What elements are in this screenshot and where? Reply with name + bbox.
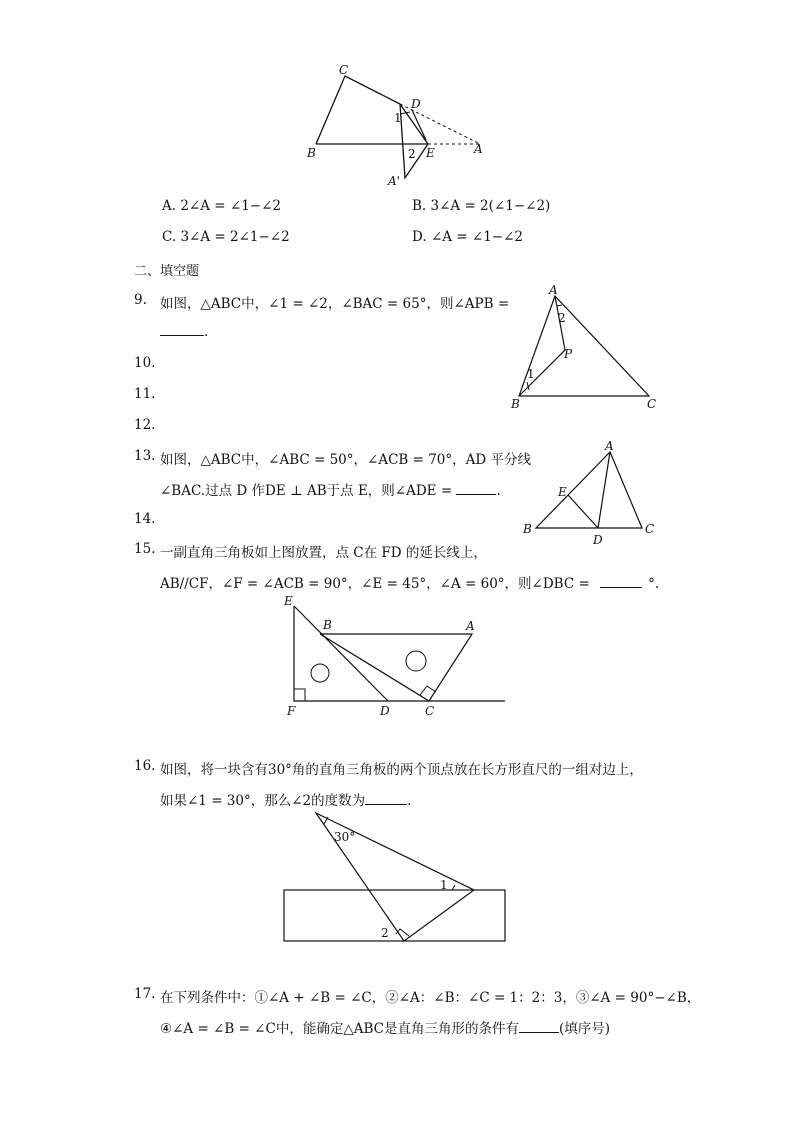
q15-label-C: C: [425, 704, 435, 718]
q15-line1: 一副直角三角板如上图放置，点 C在 FD 的延长线上，: [160, 545, 487, 561]
q15-label-E: E: [284, 594, 293, 608]
q16-figure: [280, 808, 512, 948]
q13-line1: 如图，△ABC中，∠ABC = 50°，∠ACB = 70°，AD 平分线: [160, 452, 532, 468]
q13-figure: [518, 440, 668, 550]
q8-label-A: A: [474, 142, 483, 156]
q17-line2: [160, 1017, 610, 1037]
q8-label-E: E: [426, 146, 435, 160]
q17-number: 17.: [134, 986, 156, 1002]
q8-label-C: C: [339, 63, 349, 77]
q16-line1: 如图，将一块含有30°角的直角三角板的两个顶点放在长方形直尺的一组对边上，: [160, 762, 643, 778]
q9-answer-line: [160, 323, 208, 340]
q8-option-a: [162, 198, 281, 214]
q12-number: 12.: [134, 417, 156, 433]
q9-triangle: [519, 296, 649, 396]
q8-option-a-letter: A.: [162, 198, 177, 214]
q16-line2: [160, 789, 411, 809]
q9-number: 9.: [134, 292, 147, 308]
q9-label-P: P: [564, 347, 573, 361]
q16-label-30: 30°: [334, 830, 356, 844]
q16-ruler: [284, 890, 505, 941]
q9-label-A: A: [549, 283, 558, 297]
q17-line2-text: ④∠A = ∠B = ∠C中，能确定△ABC是直角三角形的条件有: [160, 1021, 519, 1037]
q8-label-1: 1: [394, 111, 402, 125]
q8-option-a-text: 2∠A = ∠1−∠2: [180, 198, 282, 214]
q17-end: (填序号): [558, 1021, 611, 1037]
q16-end: .: [407, 793, 412, 809]
q8-label-D: D: [411, 97, 421, 111]
q9-label-2: 2: [558, 311, 566, 325]
q9-label-C: C: [647, 397, 657, 411]
q8-label-B: B: [307, 146, 316, 160]
q17-line1: 在下列条件中：①∠A + ∠B = ∠C，②∠A：∠B：∠C = 1：2：3，③∠A = 90°−∠B，: [160, 990, 701, 1006]
q8-label-A-prime: A': [388, 174, 400, 188]
q8-option-b-letter: B.: [412, 198, 427, 214]
q9-figure: [505, 282, 665, 414]
q13-line2: [160, 479, 501, 499]
q9-label-1: 1: [527, 367, 535, 381]
q9-question: 如图，△ABC中，∠1 = ∠2，∠BAC = 65°，则∠APB =: [160, 296, 510, 312]
q16-label-1: 1: [440, 878, 448, 892]
q9-answer-blank[interactable]: [160, 323, 204, 336]
q8-figure-lines: [316, 76, 428, 178]
q17-answer-blank[interactable]: [519, 1020, 559, 1033]
q8-option-b: [412, 198, 550, 214]
q13-label-D: D: [593, 533, 603, 547]
q13-label-E: E: [558, 485, 567, 499]
q13-number: 13.: [134, 448, 156, 464]
q8-figure: [300, 58, 500, 190]
q8-option-c: [162, 229, 290, 245]
q8-option-b-text: 3∠A = 2(∠1−∠2): [430, 198, 551, 214]
section-title: 二、填空题: [134, 264, 200, 279]
q14-number: 14.: [134, 511, 156, 527]
q13-line2-text: ∠BAC.过点 D 作DE ⊥ AB于点 E，则∠ADE =: [160, 483, 453, 499]
q8-option-c-text: 3∠A = 2∠1−∠2: [180, 229, 290, 245]
q10-number: 10.: [134, 355, 156, 371]
q15-line2: [160, 572, 659, 592]
q15-label-F: F: [287, 704, 296, 718]
q16-line2-text: 如果∠1 = 30°，那么∠2的度数为: [160, 793, 366, 809]
q15-label-A: A: [466, 619, 475, 633]
q8-option-c-letter: C.: [162, 229, 177, 245]
q15-answer-blank[interactable]: [600, 575, 642, 588]
q15-number: 15.: [134, 541, 156, 557]
q13-end: .: [496, 483, 501, 499]
q15-label-D: D: [380, 704, 390, 718]
q9-text: [160, 292, 509, 312]
q13-label-B: B: [523, 522, 532, 536]
q13-label-C: C: [645, 522, 655, 536]
q11-number: 11.: [134, 386, 156, 402]
q13-triangle: [536, 452, 642, 528]
q15-end: °.: [648, 576, 660, 592]
q8-label-2: 2: [408, 147, 416, 161]
q8-option-d-text: ∠A = ∠1−∠2: [430, 229, 524, 245]
q16-answer-blank[interactable]: [365, 792, 407, 805]
q9-label-B: B: [511, 397, 520, 411]
q15-set-square: [320, 634, 472, 701]
q13-label-A: A: [605, 439, 614, 453]
q8-option-d: [412, 229, 523, 245]
q15-label-B: B: [323, 618, 332, 632]
q16-label-2: 2: [381, 926, 389, 940]
q16-number: 16.: [134, 758, 156, 774]
q15-figure: [280, 594, 510, 720]
q15-line2-text: AB//CF，∠F = ∠ACB = 90°，∠E = 45°，∠A = 60°，则∠DBC =: [160, 576, 590, 592]
q8-option-d-letter: D.: [412, 229, 427, 245]
q9-end: .: [204, 324, 209, 340]
q13-answer-blank[interactable]: [456, 482, 496, 495]
